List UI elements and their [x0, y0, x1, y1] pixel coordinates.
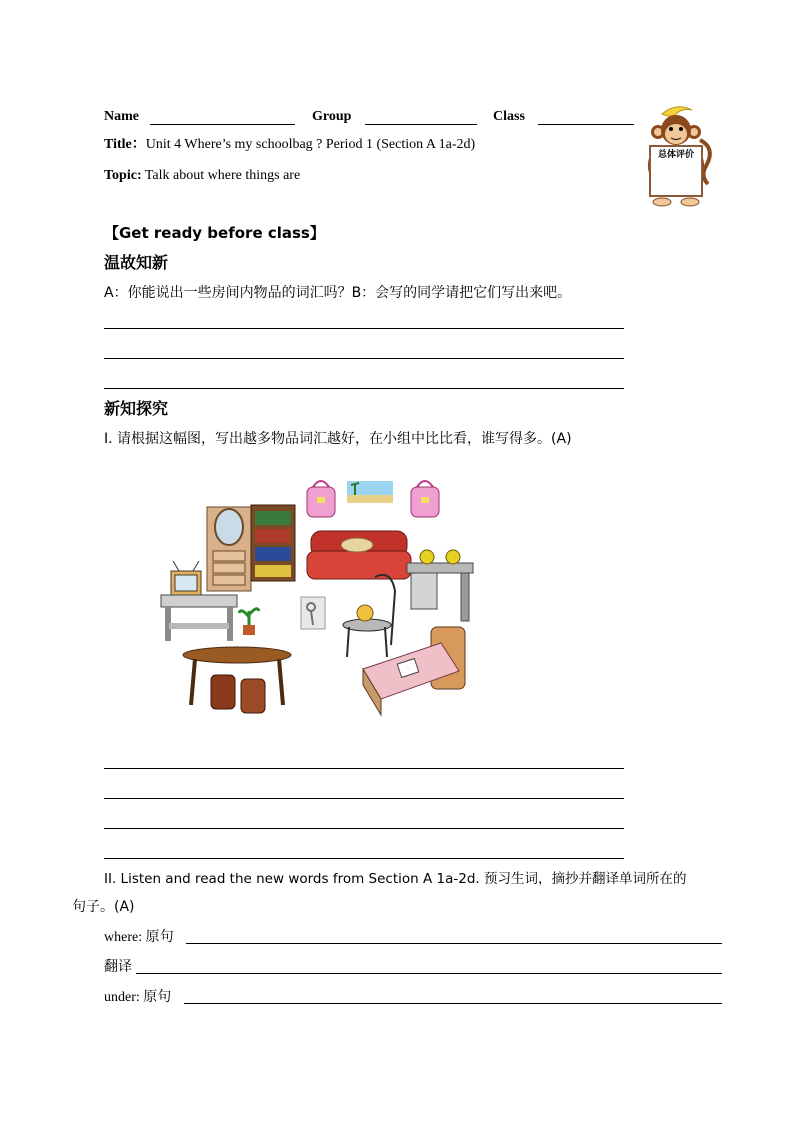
translation-label: 翻译	[104, 959, 132, 975]
name-label: Name	[104, 109, 139, 124]
name-field[interactable]	[150, 124, 295, 125]
answer-line[interactable]	[104, 768, 624, 769]
answer-line[interactable]	[104, 328, 624, 329]
sofa-icon	[307, 531, 411, 579]
task-one-instruction: I. 请根据这幅图，写出越多物品词汇越好，在小组中比比看，谁写得多。(A)	[104, 431, 572, 447]
original-sentence-label: 原句	[145, 929, 174, 945]
evaluation-badge-text: 总体评价	[657, 150, 694, 160]
vocab-row-under	[104, 988, 171, 1007]
handbag-icon	[411, 481, 439, 517]
answer-line[interactable]	[104, 358, 624, 359]
plant-icon	[239, 609, 259, 635]
topic-text: Talk about where things are	[144, 168, 301, 183]
desk-icon	[407, 550, 473, 621]
group-field[interactable]	[365, 124, 477, 125]
answer-line[interactable]	[104, 798, 624, 799]
answer-line[interactable]	[104, 858, 624, 859]
topic-row	[104, 167, 300, 185]
keys-icon	[301, 597, 325, 629]
translation-line[interactable]	[136, 973, 722, 974]
schoolbag-icon	[211, 675, 265, 713]
title-row	[104, 136, 475, 154]
table-icon	[183, 647, 291, 705]
title-text: Unit 4 Where’s my schoolbag ? Period 1 (Section A 1a-2d)	[145, 137, 476, 152]
topic-label: Topic:	[104, 168, 142, 183]
bed-icon	[363, 627, 465, 715]
answer-line[interactable]	[104, 388, 624, 389]
handbag-icon	[307, 481, 335, 517]
new-knowledge-title: 新知探究	[104, 399, 169, 418]
monkey-evaluation-badge	[636, 100, 716, 208]
review-question: A：你能说出一些房间内物品的词汇吗？B：会写的同学请把它们写出来吧。	[104, 285, 572, 301]
dresser-icon	[207, 507, 251, 591]
original-sentence-label: 原句	[143, 989, 172, 1005]
picture-icon	[347, 481, 393, 503]
room-objects-illustration	[155, 475, 480, 720]
group-label: Group	[312, 109, 352, 124]
section-heading-get-ready: 【Get ready before class】	[104, 224, 325, 242]
class-field[interactable]	[538, 124, 634, 125]
task-two-instruction-cont: 句子。(A)	[72, 899, 135, 915]
sentence-line[interactable]	[184, 1003, 722, 1004]
vocab-row-where	[104, 928, 174, 947]
vocab-word: under:	[104, 990, 140, 1005]
review-title: 温故知新	[104, 253, 169, 272]
bookcase-icon	[251, 505, 295, 581]
chair-icon	[343, 575, 395, 657]
title-label: Title：	[104, 137, 146, 152]
sentence-line[interactable]	[186, 943, 722, 944]
vocab-word: where:	[104, 930, 143, 945]
class-label: Class	[493, 109, 525, 124]
task-two-instruction: II. Listen and read the new words from Section A 1a-2d. 预习生词，摘抄并翻译单词所在的	[104, 871, 687, 887]
answer-line[interactable]	[104, 828, 624, 829]
